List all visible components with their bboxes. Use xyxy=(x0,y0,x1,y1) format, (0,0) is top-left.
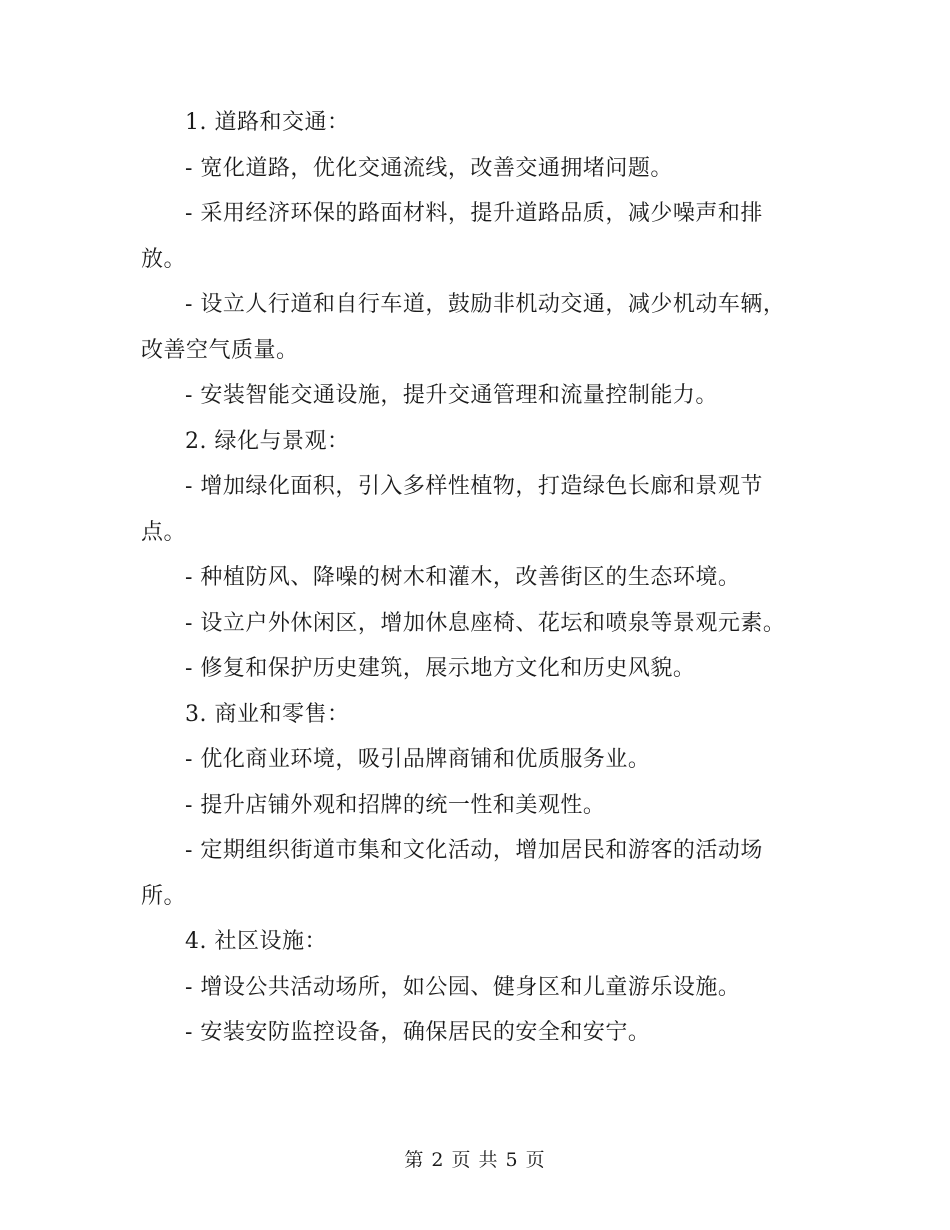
list-item: - 修复和保护历史建筑，展示地方文化和历史风貌。 xyxy=(185,656,696,681)
section-heading-commerce-retail: 3. 商业和零售： xyxy=(185,701,350,727)
list-item: - 设立人行道和自行车道，鼓励非机动交通，减少机动车辆，改善空气质量。 xyxy=(141,292,786,363)
list-item: - 定期组织街道市集和文化活动，增加居民和游客的活动场所。 xyxy=(141,838,763,909)
list-item: - 提升店铺外观和招牌的统一性和美观性。 xyxy=(185,792,606,818)
section-heading-community-facilities: 4. 社区设施： xyxy=(185,929,327,954)
list-item: - 设立户外休闲区，增加休息座椅、花坛和喷泉等景观元素。 xyxy=(185,610,786,636)
page-number-footer: 第 2 页 共 5 页 xyxy=(404,1149,546,1171)
list-item: - 种植防风、降噪的树木和灌木，改善街区的生态环境。 xyxy=(185,565,741,590)
list-item: - 优化商业环境，吸引品牌商铺和优质服务业。 xyxy=(185,747,651,772)
section-heading-greening-landscape: 2. 绿化与景观： xyxy=(185,428,350,454)
document-body xyxy=(141,100,801,1056)
list-item: - 宽化道路，优化交通流线，改善交通拥堵问题。 xyxy=(185,155,673,181)
list-item: - 安装智能交通设施，提升交通管理和流量控制能力。 xyxy=(185,383,718,408)
list-item: - 采用经济环保的路面材料，提升道路品质，减少噪声和排放。 xyxy=(141,201,763,272)
list-item: - 安装安防监控设备，确保居民的安全和安宁。 xyxy=(185,1020,651,1045)
list-item: - 增加绿化面积，引入多样性植物，打造绿色长廊和景观节点。 xyxy=(141,474,763,545)
list-item: - 增设公共活动场所，如公园、健身区和儿童游乐设施。 xyxy=(185,974,741,1000)
section-heading-roads-traffic: 1. 道路和交通： xyxy=(185,110,350,135)
